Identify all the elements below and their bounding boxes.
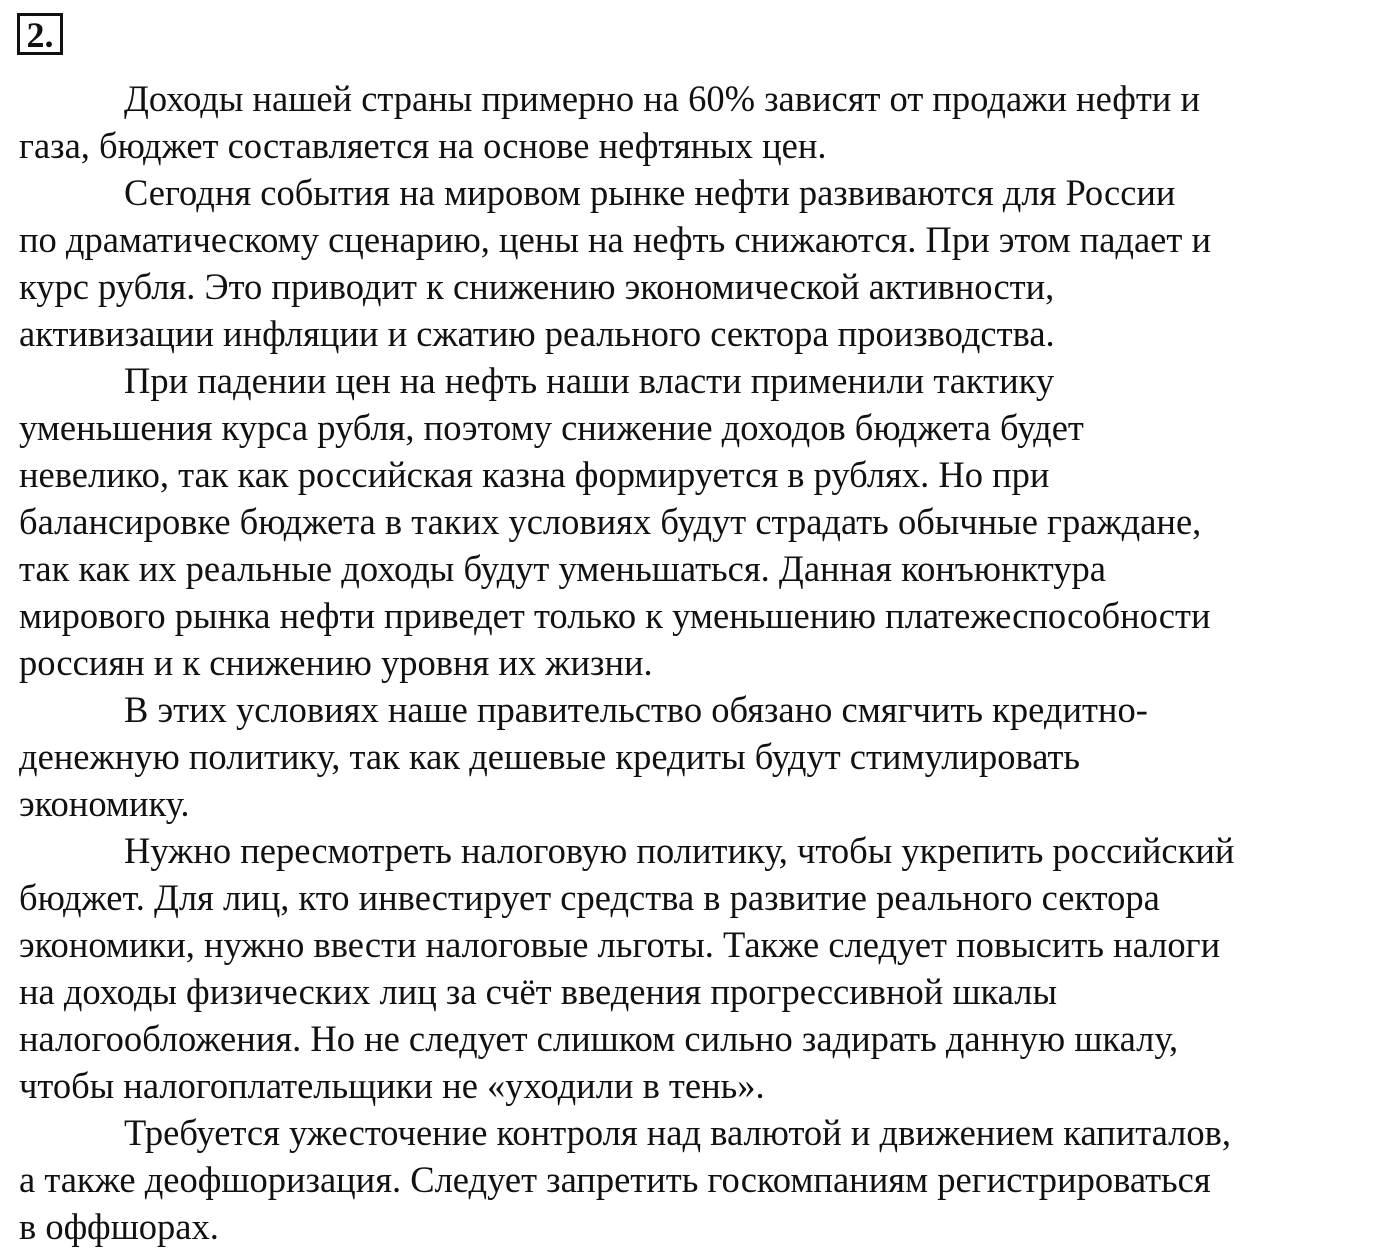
text-line: россиян и к снижению уровня их жизни. (19, 642, 653, 683)
text-line: налогообложения. Но не следует слишком сильно задирать данную шкалу, (19, 1018, 1179, 1059)
text-line: балансировке бюджета в таких условиях будут страдать обычные граждане, (19, 501, 1202, 542)
paragraph-3 (19, 357, 1381, 686)
text-line: денежную политику, так как дешевые кредиты будут стимулировать (19, 736, 1081, 777)
text-line: на доходы физических лиц за счёт введения прогрессивной шкалы (19, 971, 1057, 1012)
text-line: а также деофшоризация. Следует запретить госкомпаниям регистрироваться (19, 1159, 1211, 1200)
paragraph-2 (19, 169, 1381, 357)
text-line: экономику. (19, 783, 190, 824)
text-line: мирового рынка нефти приведет только к уменьшению платежеспособности (19, 595, 1211, 636)
text-line: В этих условиях наше правительство обязано смягчить кредитно- (124, 689, 1148, 730)
text-line: активизации инфляции и сжатию реального сектора производства. (19, 313, 1055, 354)
answer-text (19, 75, 1381, 1250)
text-line: Требуется ужесточение контроля над валютой и движением капиталов, (124, 1112, 1231, 1153)
paragraph-1 (19, 75, 1381, 169)
text-line: так как их реальные доходы будут уменьшаться. Данная конъюнктура (19, 548, 1106, 589)
text-line: чтобы налогоплательщики не «уходили в тень». (19, 1065, 765, 1106)
text-line: по драматическому сценарию, цены на нефть снижаются. При этом падает и (19, 219, 1211, 260)
text-line: бюджет. Для лиц, кто инвестирует средства в развитие реального сектора (19, 877, 1160, 918)
task-number-box: 2. (17, 13, 63, 55)
text-line: При падении цен на нефть наши власти применили тактику (124, 360, 1055, 401)
text-line: уменьшения курса рубля, поэтому снижение доходов бюджета будет (19, 407, 1084, 448)
paragraph-6 (19, 1109, 1381, 1250)
paragraph-4 (19, 686, 1381, 827)
text-line: экономики, нужно ввести налоговые льготы. Также следует повысить налоги (19, 924, 1221, 965)
text-line: в оффшорах. (19, 1206, 219, 1247)
text-line: курс рубля. Это приводит к снижению экономической активности, (19, 266, 1055, 307)
text-line: невелико, так как российская казна формируется в рублях. Но при (19, 454, 1050, 495)
text-line: Доходы нашей страны примерно на 60% зависят от продажи нефти и (124, 78, 1201, 119)
text-line: газа, бюджет составляется на основе нефтяных цен. (19, 125, 827, 166)
paragraph-5 (19, 827, 1381, 1109)
text-line: Нужно пересмотреть налоговую политику, чтобы укрепить российский (124, 830, 1235, 871)
text-line: Сегодня события на мировом рынке нефти развиваются для России (124, 172, 1176, 213)
